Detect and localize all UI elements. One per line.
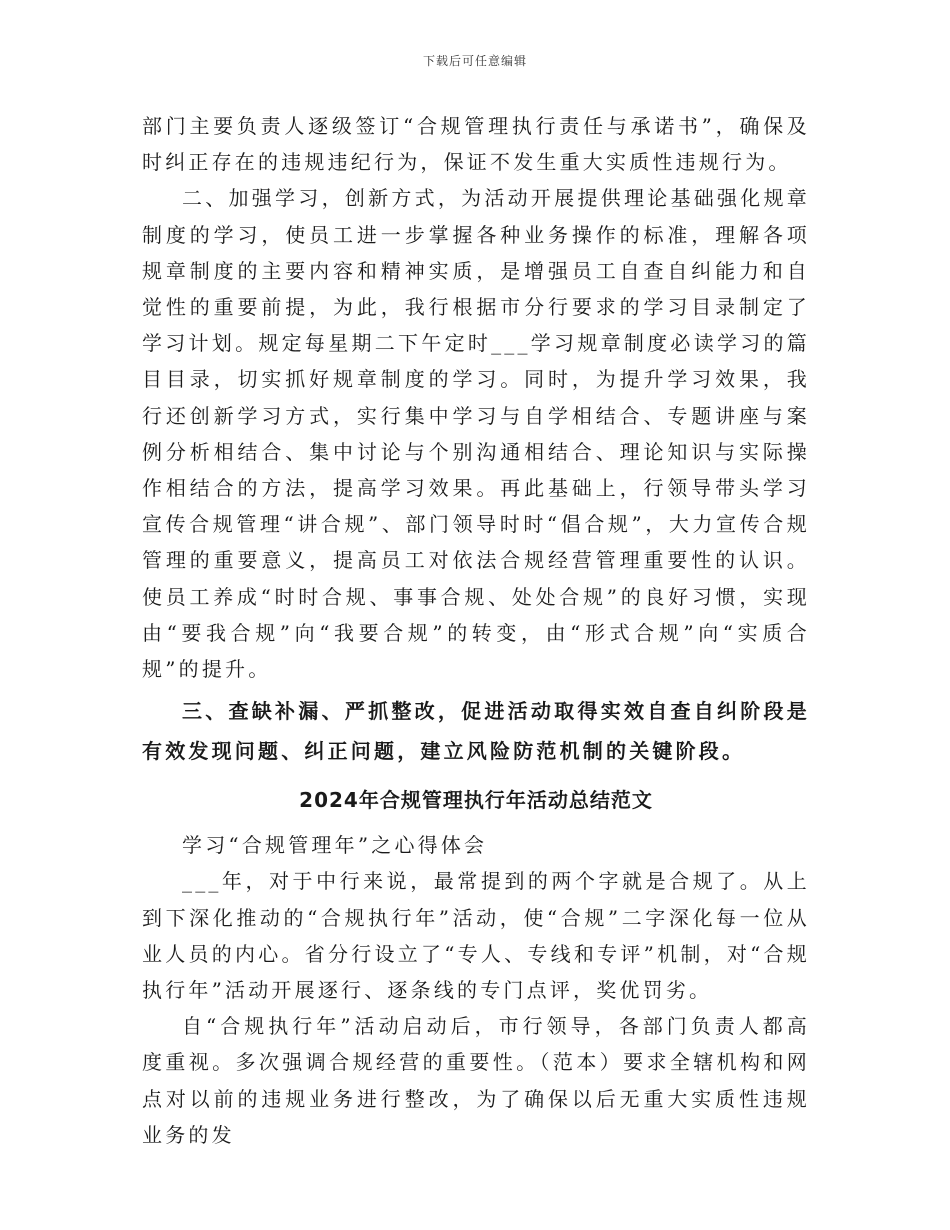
paragraph-intro: ___年，对于中行来说，最常提到的两个字就是合规了。从上到下深化推动的“合规执行年”活动，使“合规”二字深化每一位从业人员的内心。省分行设立了“专人、专线和专评”机制，对“合规执行年”活动开展逐行、逐条线的专门点评，奖优罚劣。 (142, 869, 810, 1003)
paragraph-continuation: 部门主要负责人逐级签订“合规管理执行责任与承诺书”，确保及时纠正存在的违规违纪行为，保证不发生重大实质性违规行为。 (142, 114, 810, 175)
document-body (142, 108, 810, 1153)
page-header: 下载后可任意编辑 (422, 54, 527, 68)
paragraph-section-three-heading: 三、查缺补漏、严抓整改，促进活动取得实效自查自纠阶段是有效发现问题、纠正问题，建立风险防范机制的关键阶段。 (142, 699, 810, 764)
paragraph-activity: 自“合规执行年”活动启动后，市行领导，各部门负责人都高度重视。多次强调合规经营的重要性。（范本）要求全辖机构和网点对以前的违规业务进行整改，为了确保以后无重大实质性违规业务的发 (142, 1014, 810, 1147)
paragraph-section-two: 二、加强学习，创新方式，为活动开展提供理论基础强化规章制度的学习，使员工进一步掌握各种业务操作的标准，理解各项规章制度的主要内容和精神实质，是增强员工自查自纠能力和自觉性的重要前提，为此，我行根据市分行要求的学习目录制定了学习计划。规定每星期二下午定时___学习规章制度必读学习的篇目目录，切实抓好规章制度的学习。同时，为提升学习效果，我行还创新学习方式，实行集中学习与自学相结合、专题讲座与案例分析相结合、集中讨论与个别沟通相结合、理论知识与实际操作相结合的方法，提高学习效果。再此基础上，行领导带头学习宣传合规管理“讲合规”、部门领导时时“倡合规”，大力宣传合规管理的重要意义，提高员工对依法合规经营管理重要性的认识。使员工养成“时时合规、事事合规、处处合规”的良好习惯，实现由“要我合规”向“我要合规”的转变，由“形式合规”向“实质合规”的提升。 (142, 186, 810, 682)
document-title: 2024年合规管理执行年活动总结范文 (299, 788, 653, 813)
subtitle-paragraph: 学习“合规管理年”之心得体会 (182, 833, 488, 858)
